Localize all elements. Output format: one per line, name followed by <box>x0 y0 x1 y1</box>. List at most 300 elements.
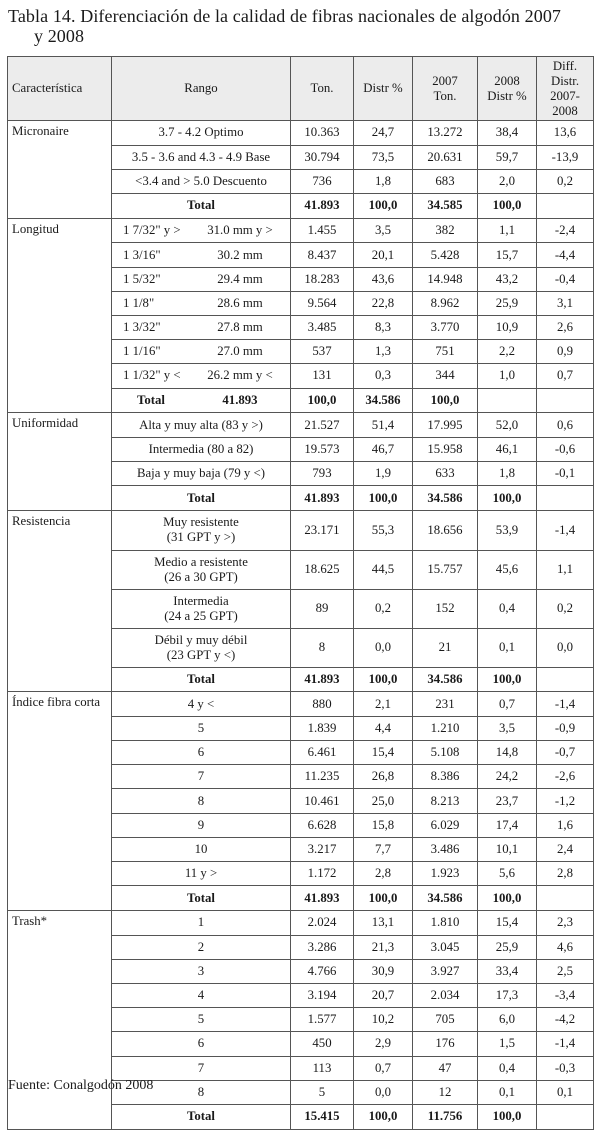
distr-cell: 2,1 <box>354 692 413 717</box>
category-spacer <box>8 169 112 193</box>
ton-cell: 736 <box>291 169 354 193</box>
total-label: Total <box>112 194 291 219</box>
ton-cell: 19.573 <box>291 437 354 461</box>
table-row <box>8 437 594 461</box>
distr-2008-cell: 10,1 <box>478 837 537 861</box>
table-row <box>8 983 594 1007</box>
distr-cell: 3,5 <box>354 218 413 243</box>
range-mm: 31.0 mm y > <box>207 223 273 238</box>
distr-cell: 73,5 <box>354 145 413 169</box>
distr-cell: 22,8 <box>354 291 413 315</box>
range-cell: 9 <box>112 813 291 837</box>
diff-cell: -0,7 <box>537 741 594 765</box>
range-cell <box>112 267 291 291</box>
range-cell <box>112 291 291 315</box>
total-row <box>8 194 594 219</box>
table-row <box>8 910 594 935</box>
header-row <box>8 57 594 121</box>
category-spacer <box>8 316 112 340</box>
total-diff <box>537 486 594 511</box>
total-distr-2008: 100,0 <box>478 486 537 511</box>
range-line-1: Muy resistente <box>163 515 239 530</box>
table-row <box>8 1056 594 1080</box>
distr-cell: 26,8 <box>354 765 413 789</box>
range-inches: 1 7/32" y > <box>123 223 181 238</box>
diff-cell: 2,6 <box>537 316 594 340</box>
diff-cell: 0,6 <box>537 413 594 438</box>
range-line-2: (31 GPT y >) <box>166 530 236 545</box>
diff-cell: -2,6 <box>537 765 594 789</box>
total-ton-2007: 34.586 <box>413 486 478 511</box>
ton-2007-cell: 17.995 <box>413 413 478 438</box>
category-spacer <box>8 437 112 461</box>
distr-2008-cell: 17,4 <box>478 813 537 837</box>
header-diff-distr: Diff. Distr. 2007- 2008 <box>537 57 594 121</box>
ton-2007-cell: 8.213 <box>413 789 478 813</box>
distr-cell: 44,5 <box>354 550 413 589</box>
range-inches: 1 1/8" <box>123 295 155 310</box>
total-ton-2007: 34.586 <box>413 886 478 911</box>
distr-2008-cell: 23,7 <box>478 789 537 813</box>
range-cell <box>112 628 291 667</box>
total-distr-2008: 100,0 <box>478 667 537 692</box>
table-row <box>8 291 594 315</box>
diff-cell: -1,4 <box>537 692 594 717</box>
distr-cell: 0,7 <box>354 1056 413 1080</box>
ton-cell: 8.437 <box>291 243 354 267</box>
category-spacer <box>8 388 112 413</box>
ton-cell: 3.485 <box>291 316 354 340</box>
diff-cell: -0,3 <box>537 1056 594 1080</box>
ton-cell: 3.217 <box>291 837 354 861</box>
range-cell: 8 <box>112 789 291 813</box>
range-cell: 1 <box>112 910 291 935</box>
distr-2008-cell: 0,1 <box>478 1080 537 1104</box>
total-ton: 41.893 <box>291 194 354 219</box>
category-spacer <box>8 628 112 667</box>
table-row <box>8 316 594 340</box>
ton-2007-cell: 751 <box>413 340 478 364</box>
ton-2007-cell: 14.948 <box>413 267 478 291</box>
category-spacer <box>8 789 112 813</box>
total-distr-2008: 100,0 <box>478 194 537 219</box>
total-row <box>8 388 594 413</box>
diff-cell: 0,1 <box>537 1080 594 1104</box>
range-cell: 8 <box>112 1080 291 1104</box>
ton-2007-cell: 8.962 <box>413 291 478 315</box>
range-inches: 1 5/32" <box>123 271 161 286</box>
ton-cell: 1.172 <box>291 862 354 886</box>
ton-cell: 880 <box>291 692 354 717</box>
distr-cell: 0,2 <box>354 589 413 628</box>
distr-cell: 15,4 <box>354 741 413 765</box>
table-row <box>8 589 594 628</box>
ton-cell: 11.235 <box>291 765 354 789</box>
category-spacer <box>8 935 112 959</box>
range-cell <box>112 316 291 340</box>
total-distr: 100,0 <box>354 486 413 511</box>
ton-2007-cell: 2.034 <box>413 983 478 1007</box>
total-ton-2007: 34.585 <box>413 194 478 219</box>
diff-cell: -4,4 <box>537 243 594 267</box>
ton-cell: 3.194 <box>291 983 354 1007</box>
title-line-1: Tabla 14. Diferenciación de la calidad de fibras nacionales de algodón 2007 <box>8 6 562 26</box>
range-line-2: (26 a 30 GPT) <box>164 569 238 584</box>
range-inches: 1 1/16" <box>123 344 161 359</box>
table-row <box>8 862 594 886</box>
category-spacer <box>8 267 112 291</box>
ton-cell: 21.527 <box>291 413 354 438</box>
ton-cell: 9.564 <box>291 291 354 315</box>
distr-2008-cell: 2,0 <box>478 169 537 193</box>
total-label-text: Total <box>137 392 165 407</box>
total-diff <box>537 667 594 692</box>
total-label: Total <box>112 886 291 911</box>
total-diff <box>537 886 594 911</box>
table-row <box>8 462 594 486</box>
distr-cell: 46,7 <box>354 437 413 461</box>
range-cell: 11 y > <box>112 862 291 886</box>
source-note: Fuente: Conalgodón 2008 <box>8 1078 154 1093</box>
category-spacer <box>8 741 112 765</box>
ton-2007-cell: 15.757 <box>413 550 478 589</box>
category-resistencia: Resistencia <box>8 511 112 551</box>
table-row <box>8 935 594 959</box>
table-title <box>8 6 598 46</box>
distr-cell: 30,9 <box>354 959 413 983</box>
ton-2007-cell: 18.656 <box>413 511 478 551</box>
range-cell: 6 <box>112 741 291 765</box>
ton-cell: 6.461 <box>291 741 354 765</box>
distr-2008-cell: 25,9 <box>478 291 537 315</box>
diff-cell: 2,8 <box>537 862 594 886</box>
header-2008-distr: 2008 Distr % <box>478 57 537 121</box>
total-label: Total <box>112 486 291 511</box>
distr-2008-cell: 53,9 <box>478 511 537 551</box>
total-ton: 41.893 <box>291 886 354 911</box>
range-inches: 1 3/32" <box>123 320 161 335</box>
diff-cell: 2,5 <box>537 959 594 983</box>
total-ton: 15.415 <box>291 1104 354 1129</box>
range-mm: 27.8 mm <box>217 320 263 335</box>
diff-cell: -0,9 <box>537 716 594 740</box>
ton-cell: 131 <box>291 364 354 388</box>
total-ton: 41.893 <box>291 486 354 511</box>
distr-cell: 1,3 <box>354 340 413 364</box>
distr-cell: 51,4 <box>354 413 413 438</box>
table-row <box>8 121 594 146</box>
ton-2007-cell: 3.927 <box>413 959 478 983</box>
range-cell: 6 <box>112 1032 291 1056</box>
ton-2007-cell: 152 <box>413 589 478 628</box>
ton-cell: 113 <box>291 1056 354 1080</box>
table-row <box>8 692 594 717</box>
distr-cell: 21,3 <box>354 935 413 959</box>
diff-cell: 0,7 <box>537 364 594 388</box>
distr-cell: 4,4 <box>354 716 413 740</box>
distr-2008-cell: 14,8 <box>478 741 537 765</box>
category-spacer <box>8 340 112 364</box>
table-row <box>8 837 594 861</box>
ton-cell: 6.628 <box>291 813 354 837</box>
range-cell: 5 <box>112 1008 291 1032</box>
diff-cell: -4,2 <box>537 1008 594 1032</box>
category-spacer <box>8 1056 112 1080</box>
ton-cell: 18.283 <box>291 267 354 291</box>
range-cell: 10 <box>112 837 291 861</box>
header-ton: Ton. <box>291 57 354 121</box>
table-row <box>8 765 594 789</box>
range-cell <box>112 218 291 243</box>
header-rango: Rango <box>112 57 291 121</box>
range-cell: <3.4 and > 5.0 Descuento <box>112 169 291 193</box>
range-mm: 28.6 mm <box>217 295 263 310</box>
distr-2008-cell: 59,7 <box>478 145 537 169</box>
range-cell: 3.7 - 4.2 Optimo <box>112 121 291 146</box>
table-row <box>8 789 594 813</box>
ton-2007-cell: 231 <box>413 692 478 717</box>
ton-2007-cell: 13.272 <box>413 121 478 146</box>
category-spacer <box>8 364 112 388</box>
ton-cell: 23.171 <box>291 511 354 551</box>
range-cell <box>112 364 291 388</box>
distr-2008-cell: 1,0 <box>478 364 537 388</box>
distr-2008-cell: 6,0 <box>478 1008 537 1032</box>
ton-cell: 18.625 <box>291 550 354 589</box>
range-cell <box>112 243 291 267</box>
category-longitud: Longitud <box>8 218 112 243</box>
total-distr-2008: 100,0 <box>413 388 478 413</box>
distr-2008-cell: 1,8 <box>478 462 537 486</box>
total-empty <box>478 388 537 413</box>
range-cell: 4 <box>112 983 291 1007</box>
category-spacer <box>8 589 112 628</box>
ton-2007-cell: 47 <box>413 1056 478 1080</box>
distr-cell: 55,3 <box>354 511 413 551</box>
table-row <box>8 1008 594 1032</box>
ton-2007-cell: 1.810 <box>413 910 478 935</box>
distr-cell: 20,7 <box>354 983 413 1007</box>
category-micronaire: Micronaire <box>8 121 112 146</box>
category-spacer <box>8 837 112 861</box>
distr-2008-cell: 1,1 <box>478 218 537 243</box>
ton-2007-cell: 382 <box>413 218 478 243</box>
table-row <box>8 550 594 589</box>
ton-cell: 5 <box>291 1080 354 1104</box>
total-row <box>8 886 594 911</box>
ton-cell: 30.794 <box>291 145 354 169</box>
header-2007-ton: 2007 Ton. <box>413 57 478 121</box>
total-distr: 100,0 <box>354 1104 413 1129</box>
diff-cell: -3,4 <box>537 983 594 1007</box>
range-line-1: Débil y muy débil <box>154 632 248 647</box>
distr-cell: 0,3 <box>354 364 413 388</box>
category-spacer <box>8 1104 112 1129</box>
range-cell: Baja y muy baja (79 y <) <box>112 462 291 486</box>
range-cell: Intermedia (80 a 82) <box>112 437 291 461</box>
ton-cell: 793 <box>291 462 354 486</box>
diff-cell: -13,9 <box>537 145 594 169</box>
ton-2007-cell: 5.428 <box>413 243 478 267</box>
diff-cell: -0,4 <box>537 267 594 291</box>
distr-2008-cell: 2,2 <box>478 340 537 364</box>
total-distr: 100,0 <box>354 194 413 219</box>
category-spacer <box>8 243 112 267</box>
table-row <box>8 413 594 438</box>
category-spacer <box>8 486 112 511</box>
distr-2008-cell: 1,5 <box>478 1032 537 1056</box>
table-row <box>8 340 594 364</box>
range-cell: 7 <box>112 1056 291 1080</box>
table-row <box>8 741 594 765</box>
table-row <box>8 511 594 551</box>
range-cell <box>112 550 291 589</box>
range-mm: 27.0 mm <box>217 344 263 359</box>
distr-cell: 0,0 <box>354 628 413 667</box>
table-body <box>8 121 594 1130</box>
table-row <box>8 169 594 193</box>
cotton-quality-table <box>7 56 594 1130</box>
diff-cell: 0,0 <box>537 628 594 667</box>
ton-cell: 3.286 <box>291 935 354 959</box>
category-spacer <box>8 959 112 983</box>
total-row <box>8 486 594 511</box>
ton-cell: 10.461 <box>291 789 354 813</box>
range-cell: 3 <box>112 959 291 983</box>
category-spacer <box>8 765 112 789</box>
table-row <box>8 1032 594 1056</box>
range-inches: 1 3/16" <box>123 247 161 262</box>
ton-2007-cell: 12 <box>413 1080 478 1104</box>
total-diff <box>537 1104 594 1129</box>
diff-cell: -1,4 <box>537 1032 594 1056</box>
range-line-2: (23 GPT y <) <box>166 647 236 662</box>
range-line-1: Intermedia <box>173 593 229 608</box>
total-diff <box>537 388 594 413</box>
diff-cell: 2,3 <box>537 910 594 935</box>
distr-cell: 15,8 <box>354 813 413 837</box>
ton-cell: 450 <box>291 1032 354 1056</box>
ton-cell: 8 <box>291 628 354 667</box>
range-inches: 1 1/32" y < <box>123 368 181 383</box>
distr-cell: 0,0 <box>354 1080 413 1104</box>
total-label: Total <box>112 667 291 692</box>
category-spacer <box>8 886 112 911</box>
ton-2007-cell: 633 <box>413 462 478 486</box>
ton-cell: 1.577 <box>291 1008 354 1032</box>
category-spacer <box>8 1032 112 1056</box>
ton-2007-cell: 1.923 <box>413 862 478 886</box>
total-distr: 100,0 <box>291 388 354 413</box>
range-cell: Alta y muy alta (83 y >) <box>112 413 291 438</box>
range-mm: 30.2 mm <box>217 247 263 262</box>
table-row <box>8 218 594 243</box>
category-spacer <box>8 462 112 486</box>
distr-2008-cell: 38,4 <box>478 121 537 146</box>
ton-2007-cell: 20.631 <box>413 145 478 169</box>
distr-2008-cell: 52,0 <box>478 413 537 438</box>
diff-cell: 4,6 <box>537 935 594 959</box>
category-indice-fibra-corta: Índice fibra corta <box>8 692 112 717</box>
range-cell <box>112 511 291 551</box>
table-row <box>8 267 594 291</box>
distr-2008-cell: 46,1 <box>478 437 537 461</box>
diff-cell: 2,4 <box>537 837 594 861</box>
distr-cell: 24,7 <box>354 121 413 146</box>
ton-cell: 537 <box>291 340 354 364</box>
ton-cell: 1.455 <box>291 218 354 243</box>
total-ton: 41.893 <box>291 667 354 692</box>
ton-2007-cell: 1.210 <box>413 716 478 740</box>
range-cell: 5 <box>112 716 291 740</box>
distr-2008-cell: 24,2 <box>478 765 537 789</box>
ton-2007-cell: 176 <box>413 1032 478 1056</box>
header-caracteristica: Característica <box>8 57 112 121</box>
range-cell: 4 y < <box>112 692 291 717</box>
diff-cell: 13,6 <box>537 121 594 146</box>
distr-2008-cell: 17,3 <box>478 983 537 1007</box>
range-cell <box>112 589 291 628</box>
ton-2007-cell: 683 <box>413 169 478 193</box>
diff-cell: 0,2 <box>537 169 594 193</box>
distr-cell: 25,0 <box>354 789 413 813</box>
distr-2008-cell: 0,4 <box>478 1056 537 1080</box>
diff-cell: 1,1 <box>537 550 594 589</box>
distr-2008-cell: 5,6 <box>478 862 537 886</box>
distr-2008-cell: 0,4 <box>478 589 537 628</box>
range-mm: 26.2 mm y < <box>207 368 273 383</box>
category-spacer <box>8 983 112 1007</box>
table-row <box>8 716 594 740</box>
ton-cell: 89 <box>291 589 354 628</box>
distr-cell: 2,9 <box>354 1032 413 1056</box>
range-cell <box>112 340 291 364</box>
ton-2007-cell: 705 <box>413 1008 478 1032</box>
ton-cell: 10.363 <box>291 121 354 146</box>
diff-cell: 3,1 <box>537 291 594 315</box>
distr-2008-cell: 33,4 <box>478 959 537 983</box>
ton-2007-cell: 21 <box>413 628 478 667</box>
diff-cell: -1,4 <box>537 511 594 551</box>
total-ton: 41.893 <box>222 392 258 407</box>
table-row <box>8 243 594 267</box>
category-spacer <box>8 716 112 740</box>
range-mm: 29.4 mm <box>217 271 263 286</box>
table-row <box>8 813 594 837</box>
category-trash: Trash* <box>8 910 112 935</box>
distr-2008-cell: 15,7 <box>478 243 537 267</box>
ton-2007-cell: 3.486 <box>413 837 478 861</box>
category-spacer <box>8 1008 112 1032</box>
table-row <box>8 959 594 983</box>
total-ton-2007: 11.756 <box>413 1104 478 1129</box>
total-distr-2008: 100,0 <box>478 886 537 911</box>
distr-2008-cell: 0,7 <box>478 692 537 717</box>
range-line-2: (24 a 25 GPT) <box>164 608 238 623</box>
total-distr: 100,0 <box>354 886 413 911</box>
ton-cell: 1.839 <box>291 716 354 740</box>
ton-2007-cell: 5.108 <box>413 741 478 765</box>
table-row <box>8 364 594 388</box>
ton-2007-cell: 344 <box>413 364 478 388</box>
category-spacer <box>8 862 112 886</box>
category-uniformidad: Uniformidad <box>8 413 112 438</box>
distr-cell: 1,9 <box>354 462 413 486</box>
category-spacer <box>8 550 112 589</box>
header-distr: Distr % <box>354 57 413 121</box>
category-spacer <box>8 667 112 692</box>
total-ton-2007: 34.586 <box>354 388 413 413</box>
